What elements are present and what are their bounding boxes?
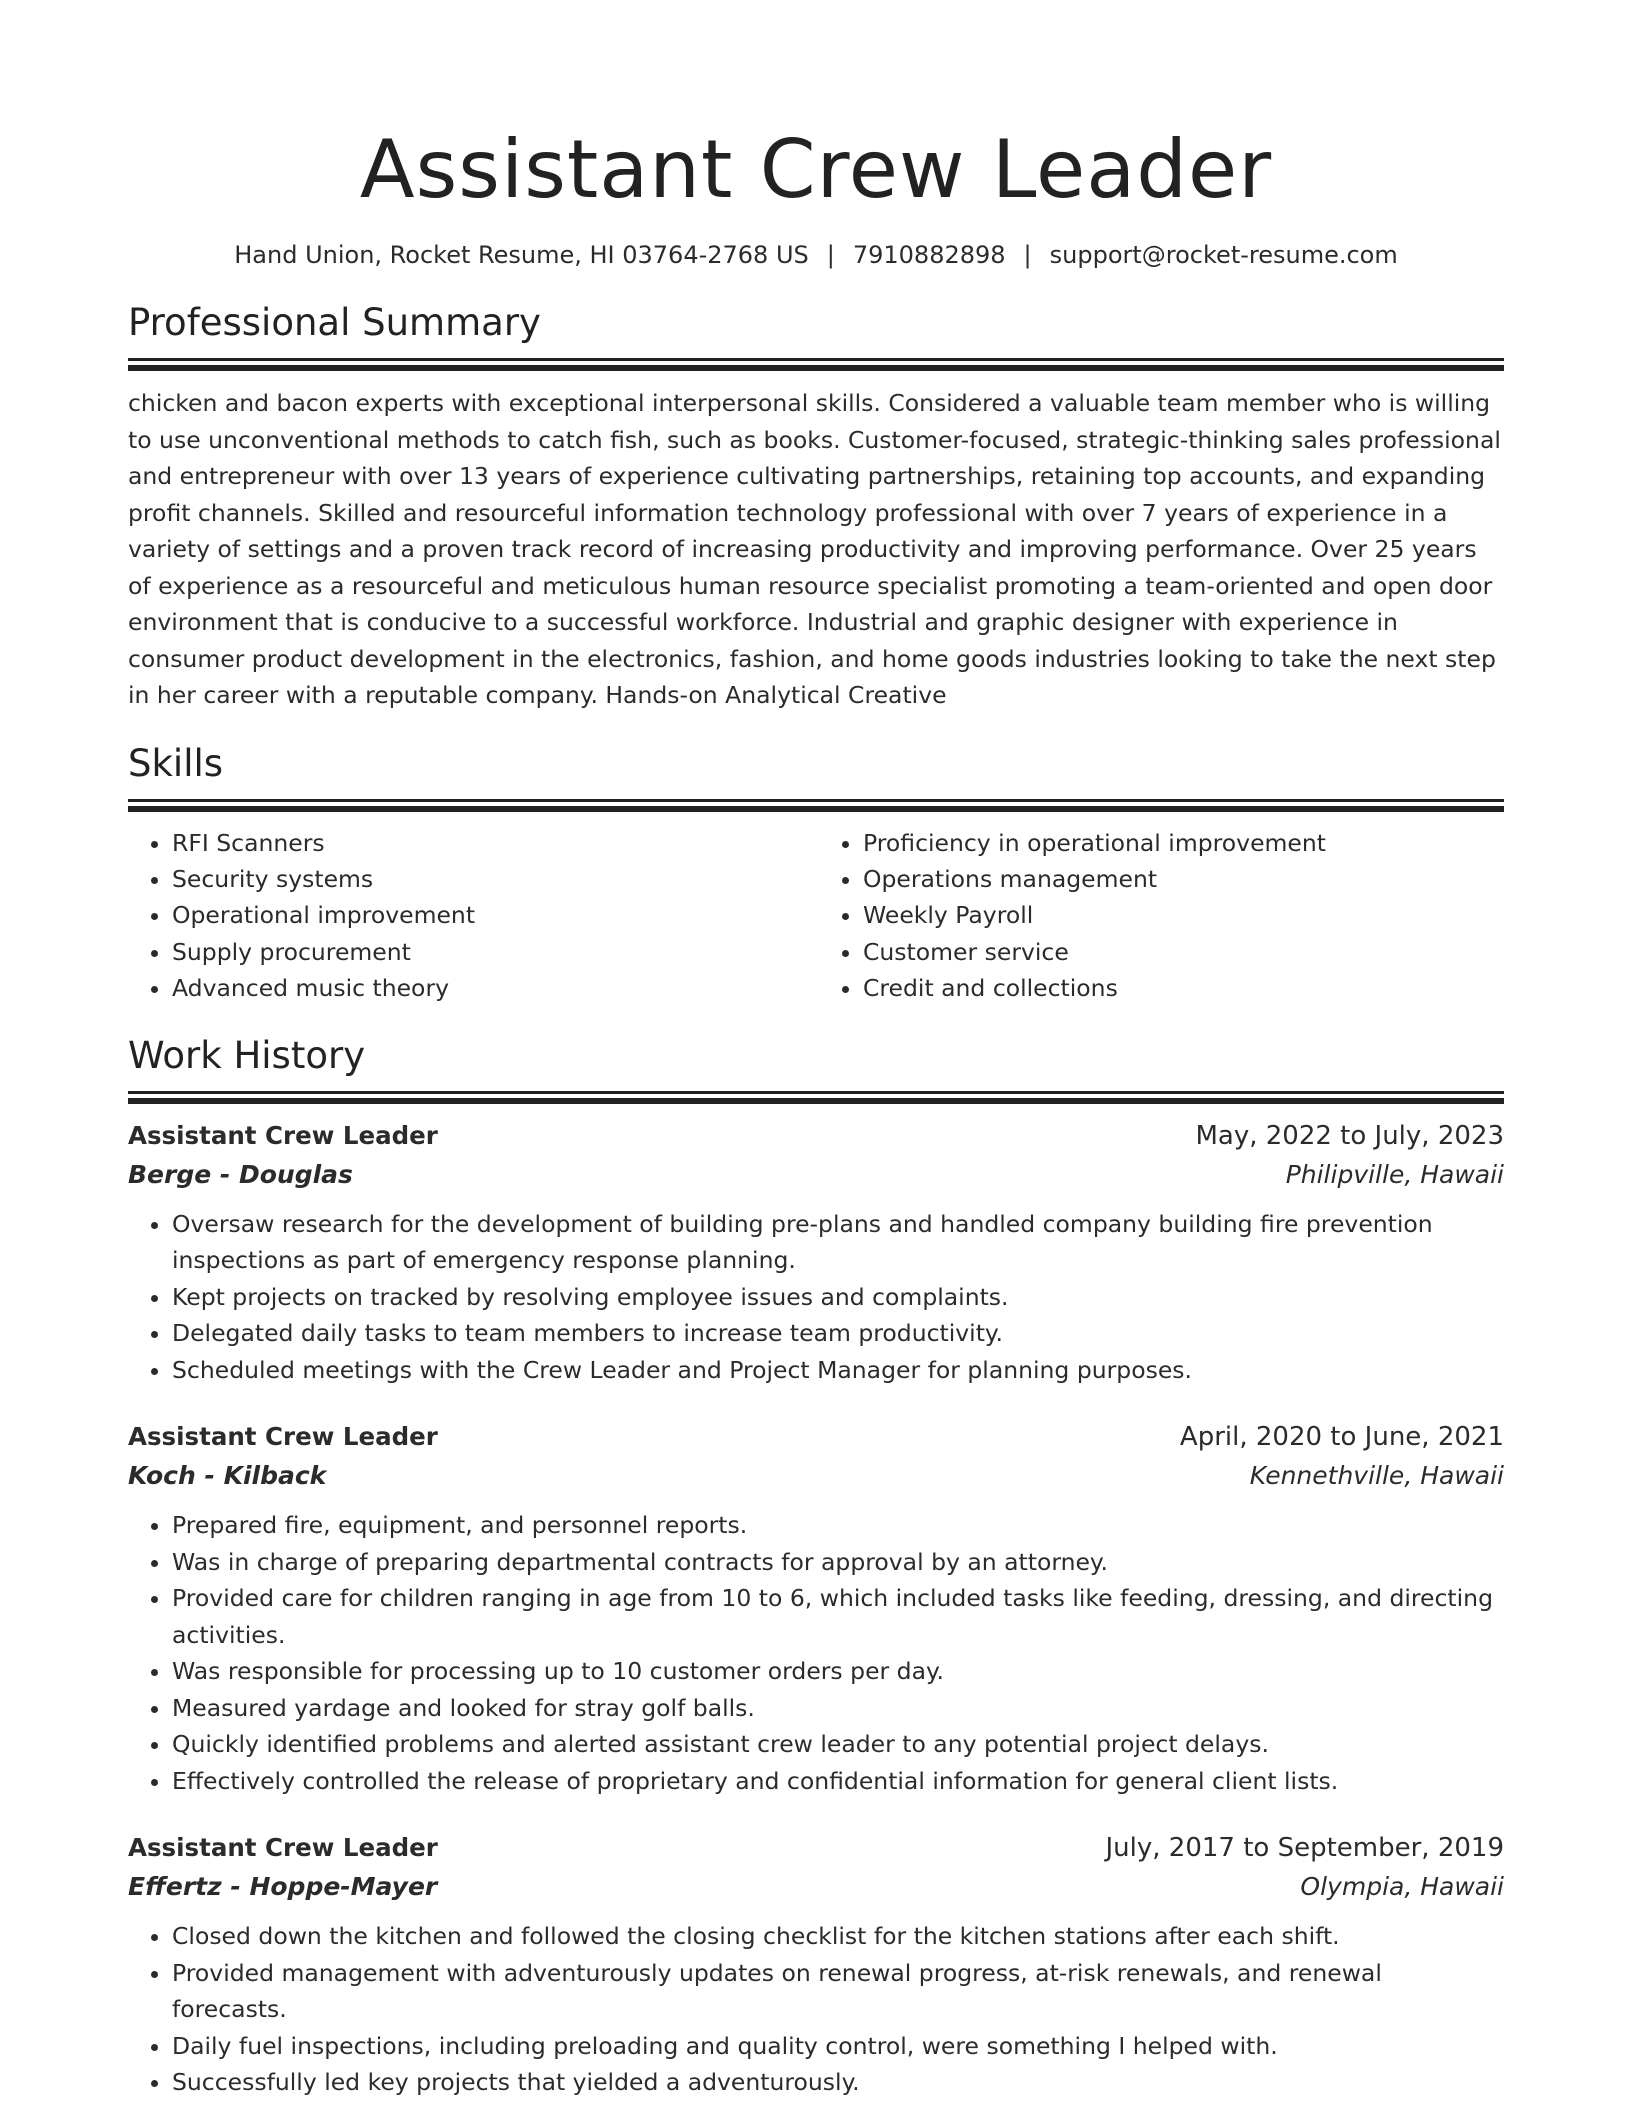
job-bullet: • Successfully led key projects that yielded a adventurously.	[172, 2064, 1504, 2101]
summary-section	[128, 298, 1504, 714]
job-bullet: • Scheduled meetings with the Crew Leader and Project Manager for planning purposes.	[172, 1352, 1504, 1389]
job-location: Kennethville, Hawaii	[1249, 1461, 1504, 1491]
section-divider	[128, 1098, 1504, 1104]
section-divider	[128, 799, 1504, 802]
skill-item: • Security systems	[172, 861, 813, 897]
job-location: Philipville, Hawaii	[1285, 1159, 1504, 1189]
job-bullet: • Quickly identified problems and alerted assistant crew leader to any potential project delays.	[172, 1726, 1504, 1763]
job-dates: May, 2022 to July, 2023	[1195, 1120, 1504, 1151]
skill-item: • Customer service	[863, 934, 1504, 970]
contact-separator: |	[1023, 241, 1032, 269]
contact-separator: |	[826, 241, 835, 269]
skill-item: • RFI Scanners	[172, 825, 813, 861]
skill-item: • Advanced music theory	[172, 970, 813, 1006]
job-dates: July, 2017 to September, 2019	[1105, 1833, 1504, 1864]
job-bullet: • Kept projects on tracked by resolving employee issues and complaints.	[172, 1279, 1504, 1316]
skills-section	[128, 739, 1504, 1007]
job-bullet: • Was in charge of preparing departmental contracts for approval by an attorney.	[172, 1544, 1504, 1581]
skill-item: • Supply procurement	[172, 934, 813, 970]
job-bullet: • Was responsible for processing up to 10 customer orders per day.	[172, 1653, 1504, 1690]
job-bullets	[128, 1206, 1504, 1389]
section-divider	[128, 365, 1504, 371]
job-company: Berge - Douglas	[128, 1159, 353, 1189]
job-bullet: • Provided management with adventurously updates on renewal progress, at-risk renewals, and renewal forecasts.	[172, 1955, 1504, 2028]
job-subheader	[128, 1156, 1504, 1194]
job-bullets	[128, 1507, 1504, 1799]
summary-text: chicken and bacon experts with exceptional interpersonal skills. Considered a valuable team member who is willing to use unconventional methods to catch fish, such as books. Customer-focused, strategic-thinking sales professional and entrepreneur with over 13 years of experience cultivating partnerships, retaining top accounts, and expanding profit channels. Skilled and resourceful information technology professional with over 7 years of experience in a variety of settings and a proven track record of increasing productivity and improving performance. Over 25 years of experience as a resourceful and meticulous human resource specialist promoting a team-oriented and open door environment that is conducive to a successful workforce. Industrial and graphic designer with experience in consumer product development in the electronics, fashion, and home goods industries looking to take the next step in her career with a reputable company. Hands-on Analytical Creative	[128, 389, 1501, 709]
job-company: Koch - Kilback	[128, 1461, 327, 1491]
contact-line	[128, 238, 1504, 272]
skill-item: • Proficiency in operational improvement	[863, 825, 1504, 861]
phone: 7910882898	[852, 241, 1006, 269]
job-title: Assistant Crew Leader	[128, 1833, 438, 1863]
section-divider	[128, 806, 1504, 812]
job-subheader	[128, 1457, 1504, 1495]
job-bullet: • Closed down the kitchen and followed the closing checklist for the kitchen stations after each shift.	[172, 1918, 1504, 1955]
job-header	[128, 1828, 1504, 1868]
job-bullet: • Provided care for children ranging in age from 10 to 6, which included tasks like feeding, dressing, and directing activities.	[172, 1580, 1504, 1653]
job-header	[128, 1116, 1504, 1156]
job-title: Assistant Crew Leader	[128, 1422, 438, 1452]
skills-column-left	[128, 825, 813, 1007]
skills-list	[128, 825, 1504, 1007]
job-company: Effertz - Hoppe-Mayer	[128, 1872, 438, 1902]
job-bullet: • Prepared fire, equipment, and personnel reports.	[172, 1507, 1504, 1544]
section-title-skills: Skills	[128, 741, 224, 785]
section-title-work-history: Work History	[128, 1033, 366, 1077]
job-bullet: • Daily fuel inspections, including preloading and quality control, were something I helped with.	[172, 2028, 1504, 2065]
address: Hand Union, Rocket Resume, HI 03764-2768 US	[234, 241, 809, 269]
work-history-section	[128, 1031, 1504, 2101]
job-header	[128, 1417, 1504, 1457]
resume-page	[128, 0, 1504, 2101]
skill-item: • Operations management	[863, 861, 1504, 897]
job-bullets	[128, 1918, 1504, 2101]
job-bullet: • Measured yardage and looked for stray golf balls.	[172, 1690, 1504, 1727]
skills-column-right	[813, 825, 1504, 1007]
job-location: Olympia, Hawaii	[1300, 1872, 1504, 1902]
job-bullet: • Effectively controlled the release of proprietary and confidential information for general client lists.	[172, 1763, 1504, 1800]
section-title-summary: Professional Summary	[128, 301, 541, 344]
resume-name: Assistant Crew Leader	[359, 123, 1273, 216]
job-bullet: • Oversaw research for the development of building pre-plans and handled company building fire prevention inspections as part of emergency response planning.	[172, 1206, 1504, 1279]
job-subheader	[128, 1868, 1504, 1906]
job-entry	[128, 1828, 1504, 2101]
job-entry	[128, 1116, 1504, 1389]
job-bullet: • Delegated daily tasks to team members to increase team productivity.	[172, 1315, 1504, 1352]
skill-item: • Operational improvement	[172, 897, 813, 933]
skill-item: • Credit and collections	[863, 970, 1504, 1006]
email: support@rocket-resume.com	[1049, 241, 1398, 269]
job-entry	[128, 1417, 1504, 1799]
section-divider	[128, 1091, 1504, 1094]
section-divider	[128, 358, 1504, 361]
job-title: Assistant Crew Leader	[128, 1120, 438, 1150]
job-dates: April, 2020 to June, 2021	[1179, 1422, 1504, 1453]
skill-item: • Weekly Payroll	[863, 897, 1504, 933]
